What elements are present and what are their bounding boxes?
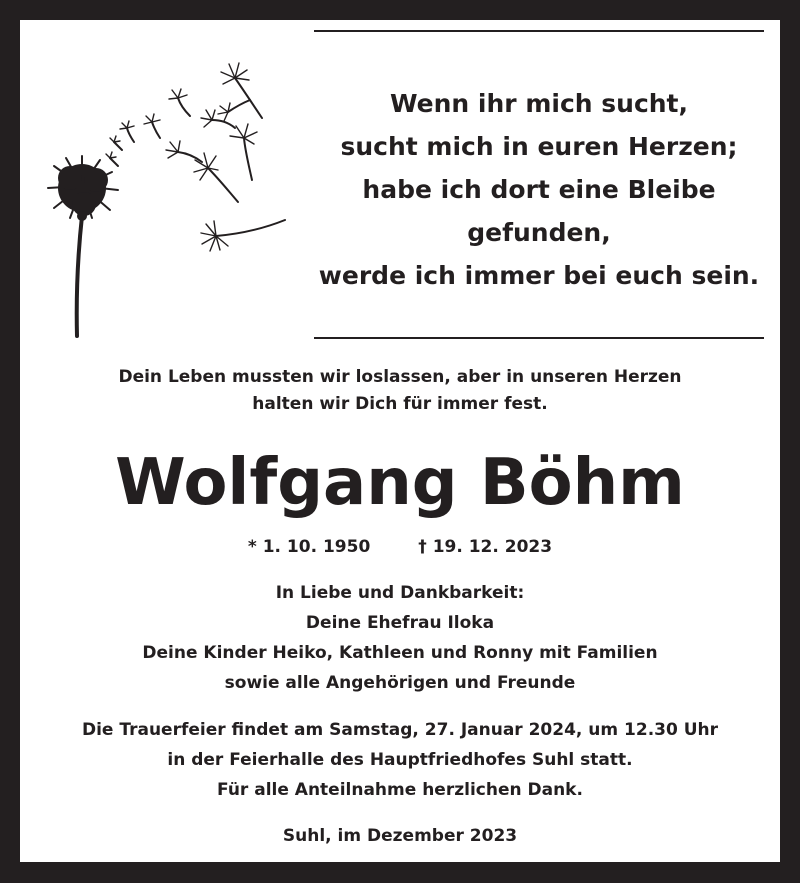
poem-line: Wenn ihr mich sucht,	[389, 89, 689, 118]
mourners-heading: In Liebe und Dankbarkeit:	[275, 583, 525, 603]
mourner-line: Deine Ehefrau Iloka	[305, 613, 495, 633]
intro-line: Dein Leben mussten wir loslassen, aber in unseren Herzen	[118, 367, 682, 387]
life-dates	[20, 535, 780, 559]
place-date: Suhl, im Dezember 2023	[282, 826, 518, 846]
mourner-line: sowie alle Angehörigen und Freunde	[224, 673, 576, 693]
poem-line: gefunden,	[467, 218, 611, 247]
dandelion-icon	[30, 38, 310, 338]
bottom-divider	[314, 337, 764, 339]
service-line: Die Trauerfeier findet am Samstag, 27. Januar 2024, um 12.30 Uhr	[81, 720, 719, 740]
poem	[314, 82, 764, 297]
intro-line: halten wir Dich für immer fest.	[252, 394, 548, 414]
service-line: in der Feierhalle des Hauptfriedhofes Suhl statt.	[167, 750, 633, 770]
birth-date: * 1. 10. 1950	[247, 537, 371, 557]
death-date: † 19. 12. 2023	[418, 537, 553, 557]
intro-text	[20, 364, 780, 418]
poem-line: habe ich dort eine Bleibe	[362, 175, 716, 204]
thanks-line: Für alle Anteilnahme herzlichen Dank.	[217, 780, 583, 800]
poem-line: werde ich immer bei euch sein.	[318, 261, 760, 290]
poem-line: sucht mich in euren Herzen;	[340, 132, 738, 161]
service-info	[20, 715, 780, 805]
mourners-block	[20, 578, 780, 698]
obituary-card	[20, 20, 780, 862]
deceased-name: Wolfgang Böhm	[115, 446, 685, 520]
mourner-line: Deine Kinder Heiko, Kathleen und Ronny mit Familien	[142, 643, 658, 663]
top-divider	[314, 30, 764, 32]
